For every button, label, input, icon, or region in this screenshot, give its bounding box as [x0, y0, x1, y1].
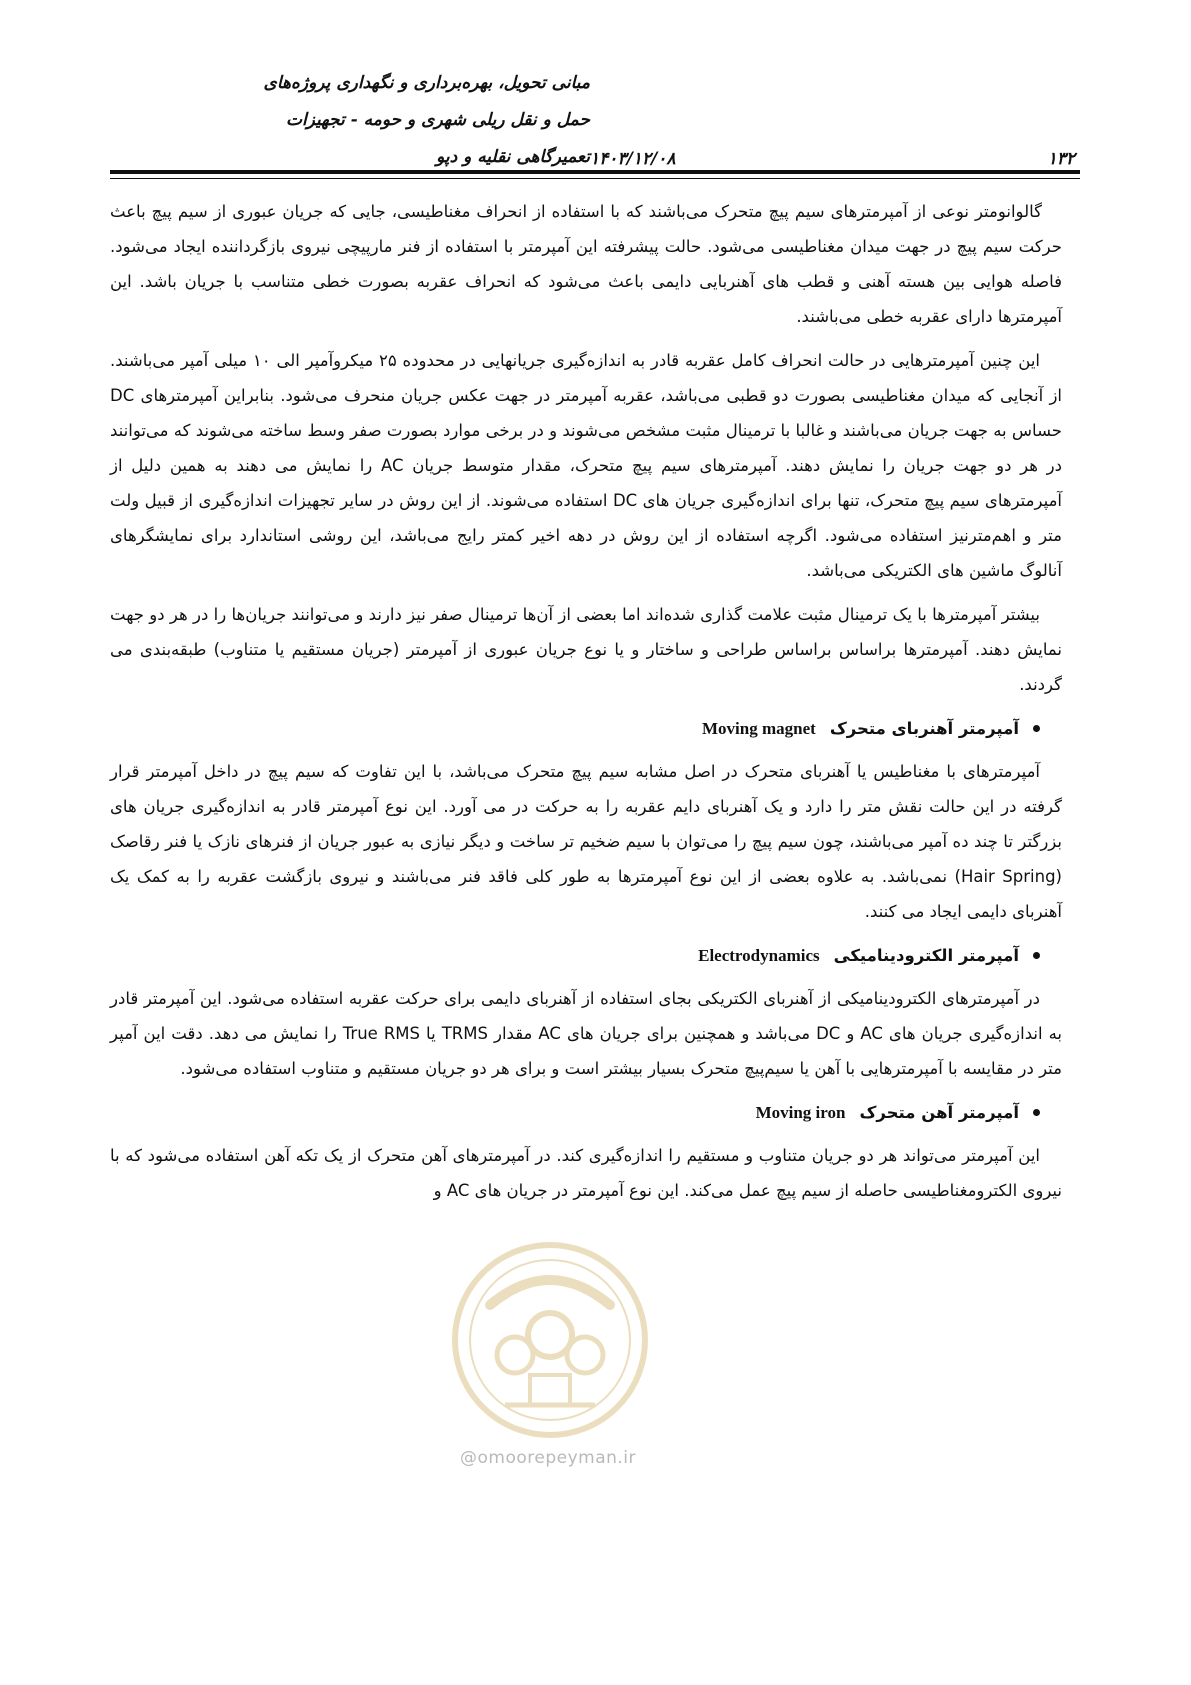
bullet-icon	[1033, 1109, 1040, 1116]
heading-moving-iron	[110, 1095, 1062, 1130]
header-title-line-3: تعمیرگاهی نقلیه و دپو	[436, 147, 590, 167]
paragraph-galvanometer: گالوانومتر نوعی از آمپرمترهای سیم پیچ متحرک می‌باشند که با استفاده از انحراف مغناطیسی، جایی که جریان عبوری از سیم پیچ باعث حرکت سیم پیچ در جهت میدان مغناطیسی می‌شود. حالت پیشرفته این آمپرمتر با استفاده از فنر مارپیچی نیروی بازگرداننده ایجاد می‌شود. فاصله هوایی بین هسته آهنی و قطب های آهنربایی دایمی باعث می‌شود که انحراف عقربه بصورت خطی متناسب با جریان باشد. این آمپرمترها دارای عقربه خطی می‌باشند.	[110, 202, 1062, 326]
bullet-icon	[1033, 725, 1040, 732]
page-number: ۱۳۲	[1047, 149, 1075, 169]
heading-electrodynamics-en: Electrodynamics	[698, 946, 820, 965]
heading-moving-iron-en: Moving iron	[755, 1103, 846, 1122]
paragraph-moving-magnet: آمپرمترهای با مغناطیس یا آهنربای متحرک در اصل مشابه سیم پیچ متحرک می‌باشد، با این تفاوت که سیم پیچ در داخل آمپرمتر قرار گرفته در این حالت نقش متر را دارد و یک آهنربای دایم عقربه را به حرکت در می آورد. این نوع آمپرمتر قادر به اندازه‌گیری جریان های بزرگتر تا چند ده آمپر می‌باشند، چون سیم پیچ را می‌توان با سیم ضخیم تر ساخت و دیگر نیازی به عبور جریان از فنرهای نازک یا فنر رقاصک (Hair Spring) نمی‌باشد. به علاوه بعضی از این نوع آمپرمترها به طور کلی فاقد فنر می‌باشند و نیروی بازگشت عقربه را به کمک یک آهنربای دایمی ایجاد می کنند.	[110, 762, 1062, 921]
header-rule-thick	[110, 170, 1080, 174]
paragraph-moving-iron: این آمپرمتر می‌تواند هر دو جریان متناوب و مستقیم را اندازه‌گیری کند. در آمپرمترهای آهن متحرک از یک تکه آهن استفاده می‌شود که با نیروی الکترومغناطیسی حاصله از سیم پیچ عمل می‌کند. این نوع آمپرمتر در جریان های AC و	[110, 1146, 1062, 1200]
watermark-url: @omoorepeyman.ir	[460, 1448, 637, 1468]
heading-moving-magnet	[110, 711, 1062, 746]
watermark-logo	[445, 1235, 655, 1450]
heading-electrodynamics-fa: آمپرمتر الکترودینامیکی	[833, 946, 1019, 965]
bullet-icon	[1033, 952, 1040, 959]
body-content	[110, 194, 1062, 1217]
header-title-line-2: حمل و نقل ریلی شهری و حومه - تجهیزات	[285, 110, 590, 130]
paragraph-terminals: بیشتر آمپرمترها با یک ترمینال مثبت علامت گذاری شده‌اند اما بعضی از آن‌ها ترمینال صفر نیز دارند و می‌توانند جریان‌ها را در هر دو جهت نمایش دهند. آمپرمترها براساس براساس طراحی و ساختار و یا نوع جریان عبوری از آمپرمتر (جریان مستقیم یا متناوب) طبقه‌بندی می گردند.	[110, 605, 1062, 694]
heading-moving-iron-fa: آمپرمتر آهن متحرک	[859, 1103, 1019, 1122]
heading-electrodynamics	[110, 938, 1062, 973]
header-rule-thin	[110, 178, 1080, 179]
header-title	[130, 65, 590, 176]
paragraph-electrodynamics: در آمپرمترهای الکترودینامیکی از آهنربای الکتریکی بجای استفاده از آهنربای دایمی برای حرکت عقربه استفاده می‌شود. این آمپرمتر قادر به اندازه‌گیری جریان های AC و DC می‌باشد و همچنین برای جریان های AC مقدار TRMS یا True RMS را نمایش می دهد. دقت این آمپر متر در مقایسه با آمپرمترهایی با آهن یا سیم‌پیچ متحرک بسیار بیشتر است و برای هر دو جریان مستقیم و متناوب استفاده می‌شود.	[110, 989, 1063, 1078]
heading-moving-magnet-en: Moving magnet	[702, 719, 816, 738]
heading-moving-magnet-fa: آمپرمتر آهنربای متحرک	[829, 719, 1019, 738]
header-title-line-1: مبانی تحویل، بهره‌برداری و نگهداری پروژه‌های	[263, 73, 590, 93]
page-header	[110, 55, 1080, 169]
header-date: ۱۴۰۳/۱۲/۰۸	[590, 149, 676, 169]
paragraph-deflection-range: این چنین آمپرمترهایی در حالت انحراف کامل عقربه قادر به اندازه‌گیری جریانهایی در محدوده ۲۵ میکروآمپر الی ۱۰ میلی آمپر می‌باشند. از آنجایی که میدان مغناطیسی بصورت دو قطبی می‌باشد، عقربه آمپرمتر در جهت عکس جریان منحرف می‌شود. بنابراین آمپرمترهای DC حساس به جهت جریان می‌باشند و غالبا با ترمینال مثبت مشخص می‌شوند و در برخی موارد بصورت صفر وسط ساخته می‌شوند که می‌توانند در هر دو جهت جریان را نمایش دهند. آمپرمترهای سیم پیچ متحرک، مقدار متوسط جریان AC را نمایش می دهند به همین دلیل از آمپرمترهای سیم پیچ متحرک، تنها برای اندازه‌گیری جریان های DC استفاده می‌شوند. از این روش در سایر تجهیزات اندازه‌گیری از قبیل ولت متر و اهم‌مترنیز استفاده می‌شود. اگرچه استفاده از این روش در دهه اخیر کمتر رایج می‌باشد، این روشی استاندارد برای نمایشگرهای آنالوگ ماشین های الکتریکی می‌باشد.	[110, 351, 1062, 580]
